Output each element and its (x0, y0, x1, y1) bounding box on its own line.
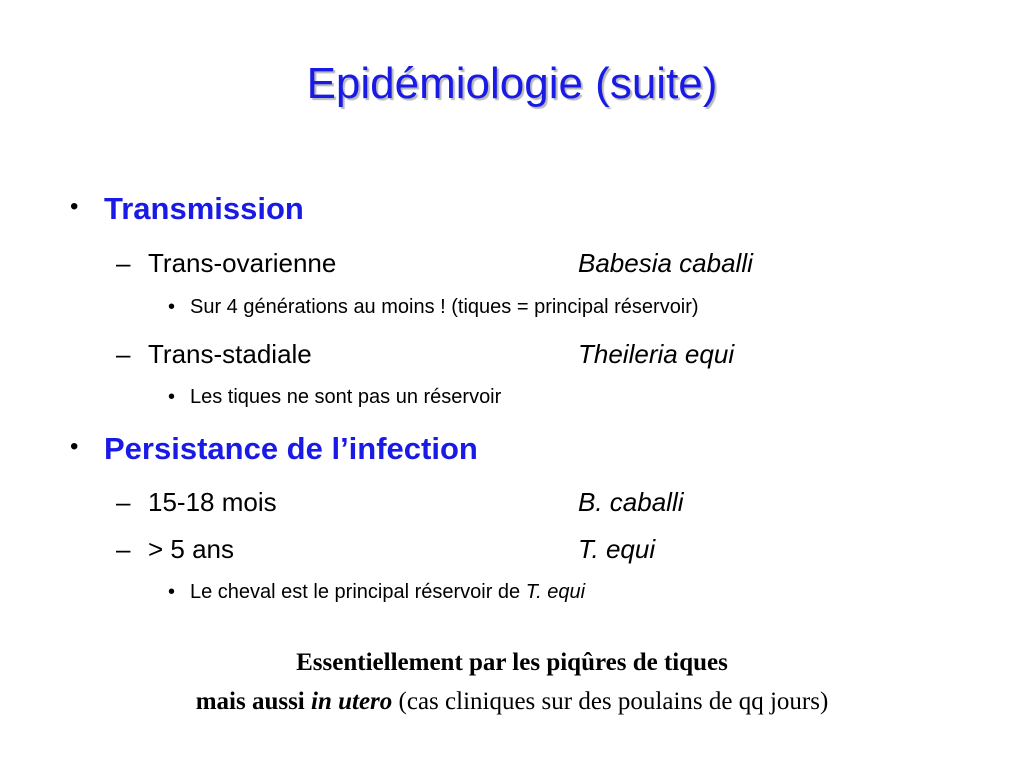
sub-item-text: Les tiques ne sont pas un réservoir (190, 386, 502, 408)
dash-icon: – (116, 534, 131, 564)
item-organism: Babesia caballi (578, 248, 753, 278)
dash-icon: – (116, 487, 131, 517)
bullet-icon: • (70, 433, 79, 460)
summary-regular: (cas cliniques sur des poulains de qq jours) (392, 688, 829, 715)
sub-item-text (190, 582, 585, 602)
bullet-icon: • (168, 581, 176, 603)
summary-bold-italic: in utero (311, 688, 393, 715)
item-label: Trans-stadiale (148, 339, 312, 369)
item-organism: Theileria equi (578, 339, 735, 369)
item-organism: T. equi (578, 534, 656, 564)
dash-icon: – (116, 248, 131, 278)
item-label: 15-18 mois (148, 487, 277, 517)
section-label: Persistance de l’infection (104, 431, 478, 466)
sub-item-text-italic: T. equi (525, 581, 586, 603)
bullet-icon: • (168, 296, 176, 318)
item-organism: B. caballi (578, 487, 684, 517)
item-label: > 5 ans (148, 534, 235, 564)
section-label: Transmission (104, 191, 304, 226)
summary-line-2 (0, 689, 1024, 714)
bullet-icon: • (70, 193, 79, 220)
sub-item-text-regular: Le cheval est le principal réservoir de (190, 581, 526, 603)
summary-line-1: Essentiellement par les piqûres de tiques (296, 649, 728, 676)
item-label: Trans-ovarienne (148, 248, 337, 278)
dash-icon: – (116, 339, 131, 369)
sub-item-text: Sur 4 générations au moins ! (tiques = principal réservoir) (190, 296, 699, 318)
summary-bold: mais aussi (195, 688, 311, 715)
bullet-icon: • (168, 386, 176, 408)
slide-title: Epidémiologie (suite) (306, 59, 718, 108)
